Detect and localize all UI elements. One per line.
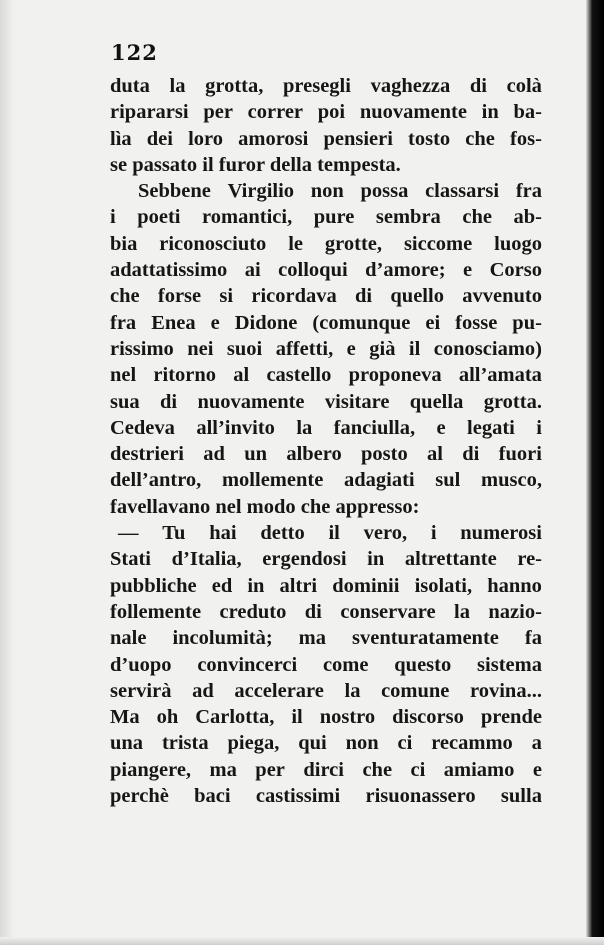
text-line: nel ritorno al castello proponeva all’amata	[110, 364, 542, 387]
text-line: destrieri ad un albero posto al di fuori	[110, 443, 542, 466]
text-line: pubbliche ed in altri dominii isolati, hanno	[110, 574, 542, 597]
text-line: nale incolumità; ma sventuratamente fa	[110, 627, 542, 650]
text-line: Sebbene Virgilio non possa classarsi fra	[138, 180, 542, 203]
text-line: dell’antro, mollemente adagiati sul musco,	[110, 469, 542, 492]
page-number: 122	[111, 40, 158, 65]
text-line: Stati d’Italia, ergendosi in altrettante re-	[110, 548, 542, 571]
text-line: favellavano nel modo che appresso:	[110, 495, 420, 518]
text-line: una trista piega, qui non ci recammo a	[110, 732, 542, 755]
text-line: fra Enea e Didone (comunque ei fosse pu-	[110, 311, 542, 334]
text-line: bia riconosciuto le grotte, siccome luogo	[110, 232, 542, 255]
page-edge-shadow	[586, 0, 604, 945]
text-line: Ma oh Carlotta, il nostro discorso prende	[110, 706, 542, 729]
text-line: che forse si ricordava di quello avvenuto	[110, 285, 542, 308]
text-line: lìa dei loro amorosi pensieri tosto che fos-	[110, 127, 542, 150]
text-line: sua di nuovamente visitare quella grotta.	[110, 390, 542, 413]
body-text	[110, 73, 542, 809]
text-line: i poeti romantici, pure sembra che ab-	[110, 206, 542, 229]
text-line: perchè baci castissimi risuonassero sulla	[110, 785, 542, 808]
text-line: Cedeva all’invito la fanciulla, e legati i	[110, 416, 542, 439]
text-line: follemente creduto di conservare la nazio-	[110, 600, 542, 623]
text-line: — Tu hai detto il vero, i numerosi	[118, 522, 542, 545]
text-line: duta la grotta, presegli vaghezza di colà	[110, 75, 542, 97]
text-line: ripararsi per correr poi nuovamente in ba-	[110, 101, 542, 124]
text-line: piangere, ma per dirci che ci amiamo e	[110, 758, 542, 781]
text-line: adattatissimo ai colloqui d’amore; e Corso	[110, 259, 542, 282]
text-line: d’uopo convincerci come questo sistema	[110, 653, 542, 676]
text-line: servirà ad accelerare la comune rovina...	[110, 679, 542, 702]
page-bottom-edge	[0, 937, 604, 945]
text-line: rissimo nei suoi affetti, e già il conosciamo)	[110, 337, 542, 360]
text-line: se passato il furor della tempesta.	[110, 153, 401, 176]
